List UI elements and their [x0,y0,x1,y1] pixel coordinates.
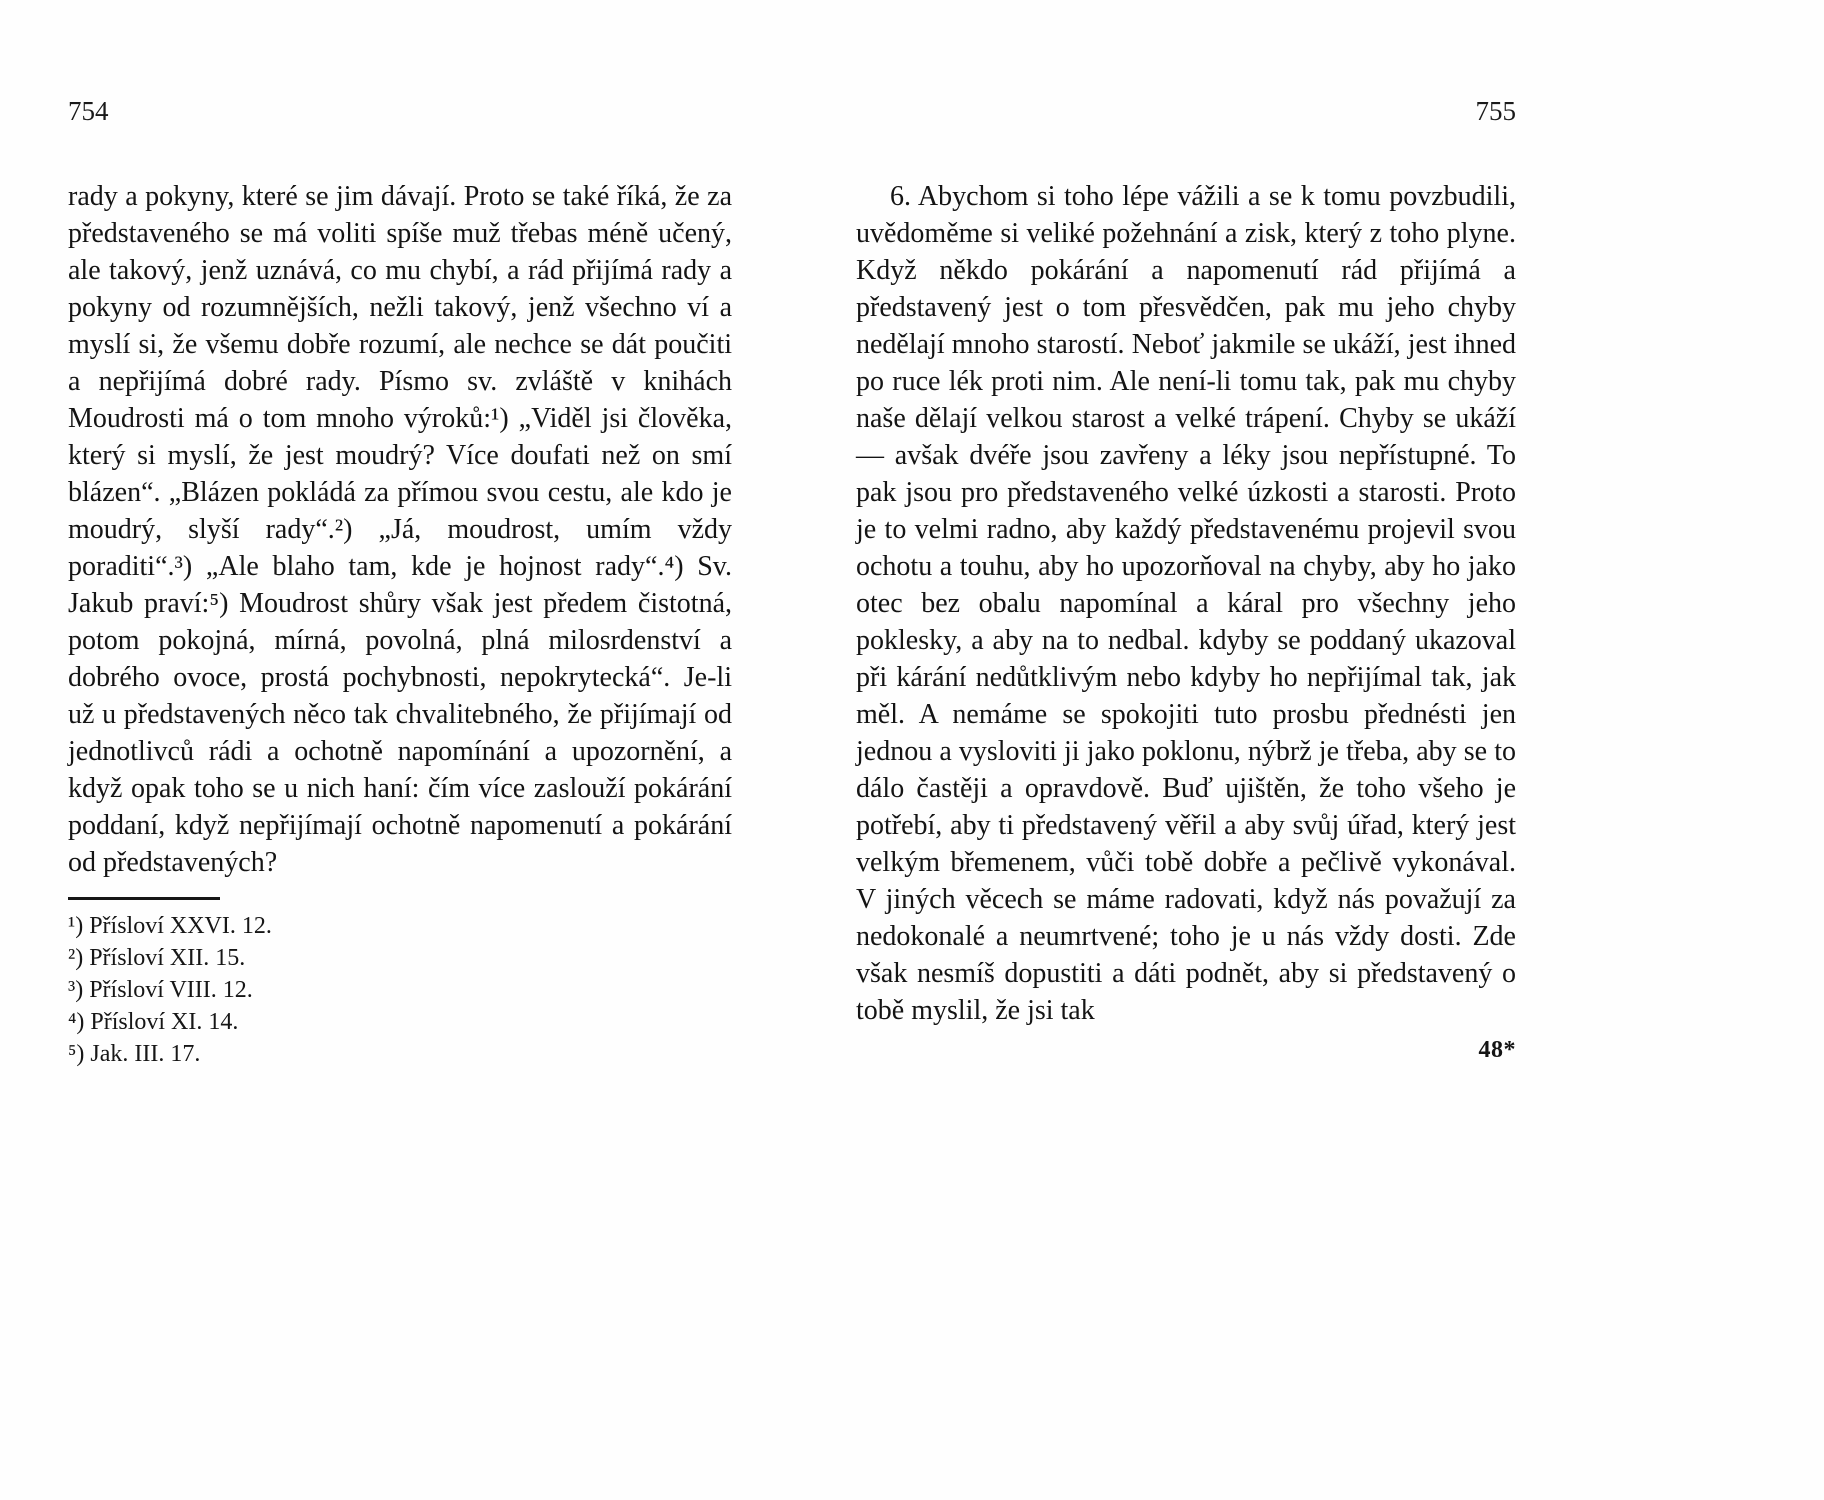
printer-signature-mark: 48* [1478,1037,1516,1063]
right-page-paragraph: 6. Abychom si toho lépe vážili a se k tomu povzbudili, uvědoměme si veliké požehnání a zisk, který z toho plyne. Když někdo pokárání a napomenutí rád přijímá a představený jest o tom přesvědčen, pak mu jeho chyby nedělají mnoho starostí. Neboť jakmile se ukáží, jest ihned po ruce lék proti nim. Ale není-li tomu tak, pak mu chyby naše dělají velkou starost a velké trápení. Chyby se ukáží — avšak dvéře jsou zavřeny a léky jsou nepřístupné. To pak jsou pro představeného velké úzkosti a starosti. Proto je to velmi radno, aby každý představenému projevil svou ochotu a touhu, aby ho upozorňoval na chyby, aby ho jako otec bez obalu napomínal a káral pro všechny jeho poklesky, a aby na to nedbal. kdyby se poddaný ukazoval při kárání nedůtklivým nebo kdyby ho nepřijímal tak, jak měl. A nemáme se spokojiti tuto prosbu přednésti jen jednou a vysloviti ji jako poklonu, nýbrž je třeba, aby se to dálo častěji a opravdově. Buď ujištěn, že toho všeho je potřebí, aby ti představený věřil a aby svůj úřad, který jest velkým břemenem, vůči tobě dobře a pečlivě vykonával. V jiných věcech se máme radovati, když nás považují za nedokonalé a neumrtvené; toho je u nás vždy dosti. Zde však nesmíš dopustiti a dáti podnět, aby si představený o tobě myslil, že jsi tak [856,181,1516,1026]
page-number-right: 755 [1475,96,1516,126]
page-left [68,96,732,1070]
footnote-1: ¹) Přísloví XXVI. 12. [68,913,272,939]
footnote-3: ³) Přísloví VIII. 12. [68,977,253,1003]
left-page-paragraph: rady a pokyny, které se jim dávají. Proto se také říká, že za představeného se má voliti spíše muž třebas méně učený, ale takový, jenž uznává, co mu chybí, a rád přijímá rady a pokyny od rozumnějších, nežli takový, jenž všechno ví a myslí si, že všemu dobře rozumí, ale nechce se dát poučiti a nepřijímá dobré rady. Písmo sv. zvláště v knihách Moudrosti má o tom mnoho výroků:¹) „Viděl jsi člověka, který si myslí, že jest moudrý? Více doufati než on smí blázen“. „Blázen pokládá za přímou svou cestu, ale kdo je moudrý, slyší rady“.²) „Já, moudrost, umím vždy poraditi“.³) „Ale blaho tam, kde je hojnost rady“.⁴) Sv. Jakub praví:⁵) Moudrost shůry však jest předem čistotná, potom pokojná, mírná, povolná, plná milosrdenství a dobrého ovoce, prostá pochybnosti, nepokrytecká“. Je-li už u představených něco tak chvalitebného, že přijímají od jednotlivců rádi a ochotně napomínání a upozornění, a když opak toho se u nich haní: čím více zaslouží pokárání poddaní, když nepřijímají ochotně napomenutí a pokárání od představených? [68,181,732,878]
page-right [856,96,1516,1064]
footnote-5: ⁵) Jak. III. 17. [68,1041,201,1067]
footnote-2: ²) Přísloví XII. 15. [68,945,246,971]
footnote-4: ⁴) Přísloví XI. 14. [68,1009,239,1035]
page-number-left: 754 [68,96,109,126]
footnote-divider [68,897,220,900]
footnotes-block [68,910,732,1070]
